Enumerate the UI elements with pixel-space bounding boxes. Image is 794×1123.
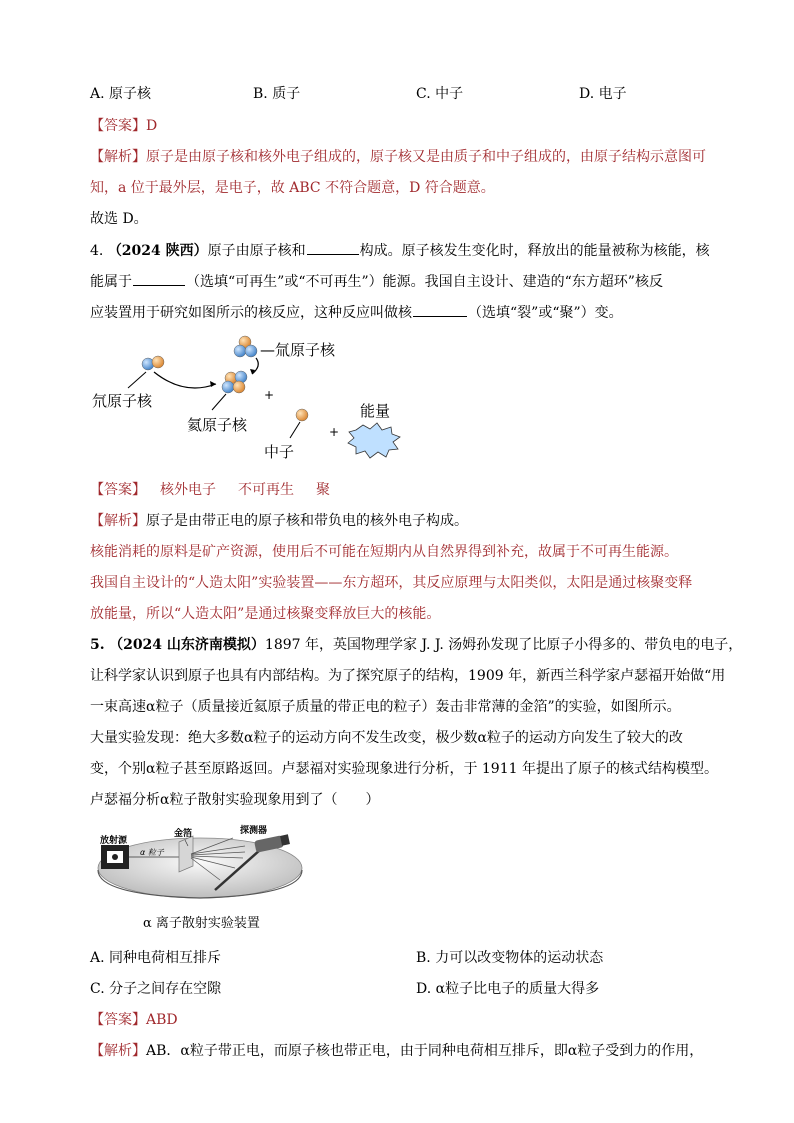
q5-analysis-1: 【解析】AB．α粒子带正电，而原子核也带正电，由于同种电荷相互排斥，即α粒子受到力的作用，	[90, 1043, 704, 1059]
q5-stem-4: 大量实验发现：绝大多数α粒子的运动方向不发生改变，极少数α粒子的运动方向发生了较大的改	[90, 730, 683, 746]
source-label: 放射源	[100, 836, 128, 846]
tritium-label: —氚原子核	[260, 341, 336, 359]
foil-label: 金箔	[174, 829, 193, 839]
helium-label: 氦原子核	[187, 416, 248, 434]
q5-option-a: A. 同种电荷相互排斥	[90, 950, 222, 966]
q4-analysis-2: 核能消耗的原料是矿产资源，使用后不可能在短期内从自然界得到补充，故属于不可再生能源。	[90, 544, 678, 560]
apparatus-caption: α 离子散射实验装置	[143, 916, 260, 931]
q5-stem-1: 5. （2024 山东济南模拟）1897 年，英国物理学家 J. J. 汤姆孙发现了比原子小得多的、带负电的电子，	[90, 637, 743, 653]
q4-analysis-3: 我国自主设计的“人造太阳”实验装置——东方超环，其反应原理与太阳类似，太阳是通过核聚变释	[90, 575, 693, 591]
plus-sign-1: +	[264, 388, 275, 402]
plus-sign-2: +	[329, 425, 340, 439]
q3-option-d: D. 电子	[579, 86, 627, 102]
neutron-icon	[296, 409, 308, 421]
helium-nucleus-icon	[222, 371, 247, 393]
q3-option-c: C. 中子	[416, 86, 464, 102]
q5-option-b: B. 力可以改变物体的运动状态	[416, 950, 604, 966]
q4-answer: 【答案】 核外电子 不可再生 聚	[90, 482, 330, 498]
q3-option-a: A. 原子核	[90, 86, 152, 102]
q5-stem-2: 让科学家认识到原子也具有内部结构。为了探究原子的结构，1909 年，新西兰科学家卢瑟福开始做“用	[90, 668, 726, 684]
q4-stem-2: 能属于 （选填“可再生”或“不可再生”）能源。我国自主设计、建造的“东方超环”核反	[90, 271, 663, 291]
q3-answer: 【答案】D	[90, 118, 158, 134]
q5-stem-3: 一束高速α粒子（质量接近氦原子质量的带正电的粒子）轰击非常薄的金箔”的实验，如图所示。	[90, 699, 681, 715]
q3-analysis-1: 【解析】原子是由原子核和核外电子组成的，原子核又是由质子和中子组成的，由原子结构示意图可	[90, 149, 706, 165]
deuterium-nucleus-icon	[142, 356, 164, 370]
energy-label: 能量	[360, 402, 391, 420]
radiation-source-icon	[101, 845, 129, 869]
q3-option-b: B. 质子	[253, 86, 301, 102]
alpha-particle-label: α 粒子	[140, 848, 164, 857]
neutron-label: 中子	[264, 443, 295, 461]
tritium-nucleus-icon	[234, 336, 257, 357]
q5-stem-5: 变，个别α粒子甚至原路返回。卢瑟福对实验现象进行分析，于 1911 年提出了原子的核式结构模型。	[90, 761, 718, 777]
q4-stem-3: 应装置用于研究如图所示的核反应，这种反应叫做核 （选填“裂”或“聚”）变。	[90, 302, 623, 322]
q3-analysis-2: 知，a 位于最外层，是电子，故 ABC 不符合题意，D 符合题意。	[90, 180, 495, 196]
detector-label: 探测器	[240, 826, 268, 836]
q4-analysis-4: 放能量，所以“人造太阳”是通过核聚变释放巨大的核能。	[90, 606, 441, 622]
q4-stem-1: 4. （2024 陕西）原子由原子核和 构成。原子核发生变化时，释放出的能量被称为核能，核	[90, 240, 710, 260]
q5-stem-6: 卢瑟福分析α粒子散射实验现象用到了（ ）	[90, 792, 380, 808]
energy-burst-icon	[348, 423, 400, 458]
q5-answer: 【答案】ABD	[90, 1012, 178, 1028]
q3-conclusion: 故选 D。	[90, 211, 148, 227]
q5-option-d: D. α粒子比电子的质量大得多	[416, 981, 600, 997]
q5-option-c: C. 分子之间存在空隙	[90, 981, 222, 997]
deuterium-label: 氘原子核	[92, 392, 153, 410]
q4-analysis-1: 【解析】原子是由带正电的原子核和带负电的核外电子构成。	[90, 513, 468, 529]
